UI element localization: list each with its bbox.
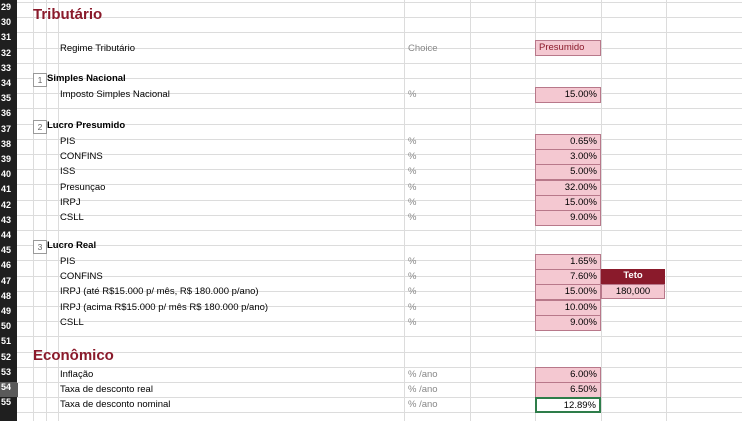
row-number[interactable]: 32: [1, 47, 12, 58]
teto-header: Teto: [601, 269, 665, 284]
row-unit: % /ano: [408, 399, 438, 411]
grid-column-line: [470, 0, 471, 421]
row-number[interactable]: 37: [1, 123, 12, 134]
row-unit: %: [408, 256, 417, 267]
row-number[interactable]: 55: [1, 397, 12, 408]
grid-row-line: [17, 2, 742, 3]
grid-row-line: [17, 260, 742, 261]
row-number[interactable]: 41: [1, 184, 12, 195]
row-label: Imposto Simples Nacional: [60, 89, 170, 100]
row-label: IRPJ: [60, 196, 81, 208]
grid-row-line: [17, 32, 742, 33]
value-cell[interactable]: 9.00%: [535, 210, 601, 226]
row-label: IRPJ (até R$15.000 p/ mês, R$ 180.000 p/ano): [60, 286, 259, 298]
row-number[interactable]: 54: [0, 382, 18, 397]
row-label: Inflação: [60, 369, 94, 380]
grid-row-line: [17, 17, 742, 18]
row-number[interactable]: 31: [1, 32, 12, 43]
row-number[interactable]: 39: [1, 154, 12, 164]
grid-row-line: [17, 397, 742, 398]
grid-row-line: [17, 245, 742, 246]
value-cell[interactable]: 15.00%: [535, 87, 601, 103]
row-number[interactable]: 43: [1, 214, 12, 225]
grid-row-line: [17, 412, 742, 413]
row-unit: % /ano: [408, 369, 438, 380]
row-unit: %: [408, 136, 417, 147]
grid-row-line: [17, 352, 742, 353]
value-cell[interactable]: 6.50%: [535, 382, 601, 398]
grid-row-line: [17, 336, 742, 337]
row-number[interactable]: 47: [1, 275, 12, 286]
row-unit: %: [408, 181, 417, 193]
value-cell[interactable]: 1.65%: [535, 254, 601, 270]
grid-row-line: [17, 78, 742, 79]
row-label: Taxa de desconto real: [60, 384, 153, 396]
grid-row-line: [17, 215, 742, 216]
row-label: Presunçao: [60, 181, 106, 193]
row-number[interactable]: 42: [1, 199, 12, 210]
section-index-presumido: 2: [33, 120, 47, 134]
value-cell[interactable]: 15.00%: [535, 284, 601, 300]
section-title-economico: Econômico: [33, 347, 114, 364]
row-label: IRPJ (acima R$15.000 p/ mês R$ 180.000 p/ano): [60, 301, 269, 313]
regime-select[interactable]: Presumido: [535, 40, 601, 56]
row-unit: %: [408, 301, 417, 313]
grid-row-line: [17, 169, 742, 170]
row-label: CONFINS: [60, 271, 103, 283]
grid-row-line: [17, 154, 742, 155]
row-unit: %: [408, 316, 417, 328]
row-number[interactable]: 34: [1, 78, 12, 88]
row-unit: %: [408, 151, 417, 163]
row-unit: %: [408, 271, 417, 283]
value-cell[interactable]: 10.00%: [535, 300, 601, 316]
row-number[interactable]: 45: [1, 245, 12, 256]
row-number[interactable]: 35: [1, 93, 12, 104]
grid-row-line: [17, 321, 742, 322]
row-label: CSLL: [60, 212, 84, 223]
grid-row-line: [17, 184, 742, 185]
row-number[interactable]: 30: [1, 17, 12, 28]
row-unit: %: [408, 166, 417, 178]
row-number[interactable]: 33: [1, 62, 12, 73]
value-cell[interactable]: 5.00%: [535, 164, 601, 180]
row-number[interactable]: 50: [1, 321, 12, 332]
row-number[interactable]: 49: [1, 306, 12, 316]
grid-row-line: [17, 108, 742, 109]
row-unit: %: [408, 196, 417, 208]
row-label: CSLL: [60, 316, 84, 328]
grid-column-line: [666, 0, 667, 421]
row-number[interactable]: 52: [1, 351, 12, 362]
grid-row-line: [17, 63, 742, 64]
row-number[interactable]: 29: [1, 2, 12, 12]
row-label: PIS: [60, 136, 76, 147]
row-unit: %: [408, 286, 417, 298]
grid-row-line: [17, 139, 742, 140]
row-label: Taxa de desconto nominal: [60, 399, 171, 411]
row-number[interactable]: 38: [1, 138, 12, 149]
grid-column-line: [601, 0, 602, 421]
row-number[interactable]: 36: [1, 108, 12, 119]
section-title-tributario: Tributário: [33, 6, 103, 23]
grid-row-line: [17, 230, 742, 231]
row-number[interactable]: 44: [1, 230, 12, 240]
section-title-real: Lucro Real: [47, 240, 97, 251]
regime-label: Regime Tributário: [60, 43, 135, 54]
row-label: PIS: [60, 256, 76, 267]
row-label: ISS: [60, 166, 76, 178]
section-title-simples: Simples Nacional: [47, 73, 126, 84]
row-number[interactable]: 53: [1, 366, 12, 377]
grid-row-line: [17, 382, 742, 383]
value-cell[interactable]: 7.60%: [535, 269, 601, 285]
section-index-real: 3: [33, 240, 47, 254]
row-unit: %: [408, 89, 417, 100]
value-cell[interactable]: 3.00%: [535, 149, 601, 165]
value-cell[interactable]: 32.00%: [535, 180, 601, 196]
row-number[interactable]: 51: [1, 336, 12, 347]
value-cell[interactable]: 15.00%: [535, 195, 601, 211]
row-unit: %: [408, 212, 417, 223]
grid-column-line: [404, 0, 405, 421]
row-number[interactable]: 48: [1, 290, 12, 301]
grid-row-line: [17, 200, 742, 201]
value-cell[interactable]: 9.00%: [535, 315, 601, 331]
selected-value-cell[interactable]: 12.89%: [535, 397, 601, 413]
value-cell[interactable]: 0.65%: [535, 134, 601, 150]
teto-value-cell[interactable]: 180,000: [601, 284, 665, 299]
grid-row-line: [17, 124, 742, 125]
section-index-simples: 1: [33, 73, 47, 87]
row-number[interactable]: 46: [1, 260, 12, 271]
section-title-presumido: Lucro Presumido: [47, 120, 126, 131]
row-number[interactable]: 40: [1, 169, 12, 180]
row-unit: % /ano: [408, 384, 438, 396]
value-cell[interactable]: 6.00%: [535, 367, 601, 383]
grid-row-line: [17, 367, 742, 368]
row-label: CONFINS: [60, 151, 103, 163]
regime-unit: Choice: [408, 43, 438, 54]
